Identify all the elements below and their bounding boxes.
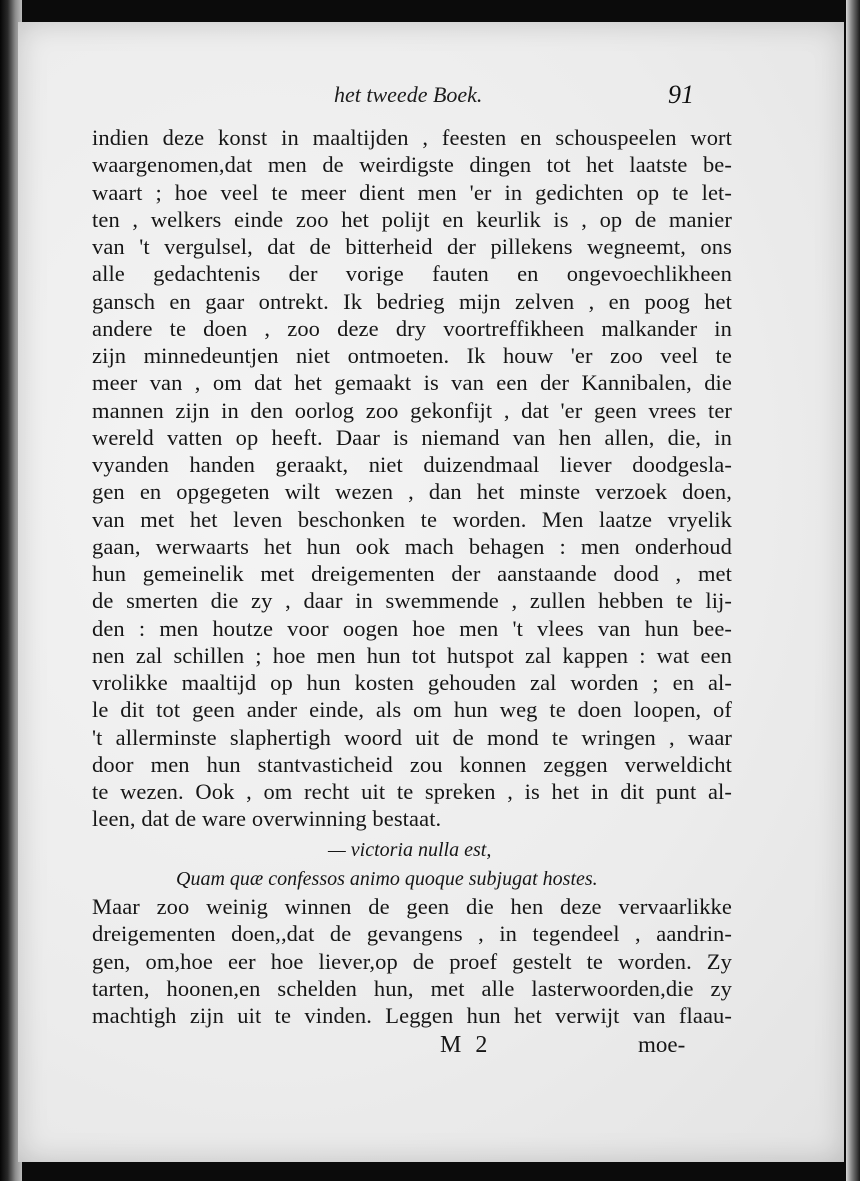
catchword: moe-: [638, 1032, 686, 1057]
text-line: door men hun stantvasticheid zou konnen zeggen verweldicht: [92, 751, 732, 777]
text-line: le dit tot geen ander einde, als om hun weg te doen loopen, of: [92, 697, 732, 723]
text-line: hun gemeinelik met dreigementen der aanstaande dood , met: [92, 561, 732, 586]
text-line: 't allerminste slaphertigh woord uit de mond te wringen , waar: [92, 724, 732, 750]
text-line: gen en opgegeten wilt wezen , dan het minste verzoek doen,: [92, 479, 732, 505]
text-line: meer van , om dat het gemaakt is van een der Kannibalen, die: [92, 370, 732, 396]
text-line: tarten, hoonen,en schelden hun, met alle lasterwoorden,die zy: [92, 975, 732, 1001]
text-line: te wezen. Ook , om recht uit te spreken , is het in dit punt al-: [92, 779, 732, 804]
latin-quotation: [92, 836, 732, 894]
text-line: van met het leven beschonken te worden. Men laatze vryelik: [92, 506, 732, 532]
text-line: machtigh zijn uit te vinden. Leggen hun het verwijt van flaau-: [92, 1003, 732, 1028]
text-line: mannen zijn in den oorlog zoo gekonfijt , dat 'er geen vrees ter: [92, 397, 732, 423]
text-line: waart ; hoe veel te meer dient men 'er in gedichten op te let-: [92, 179, 732, 205]
text-line: wereld vatten op heeft. Daar is niemand van hen allen, die, in: [92, 424, 732, 450]
text-line: andere te doen , zoo deze dry voortreffikheen malkander in: [92, 315, 732, 341]
body-text-part-2: [92, 893, 732, 1029]
page-number: 91: [668, 80, 694, 109]
body-text-part-1: [92, 124, 732, 833]
text-line: zijn minnedeuntjen niet ontmoeten. Ik houw 'er zoo veel te: [92, 343, 732, 368]
text-line: nen zal schillen ; hoe men hun tot hutspot zal kappen : wat een: [92, 642, 732, 668]
text-line: gansch en gaar ontrekt. Ik bedrieg mijn zelven , en poog het: [92, 288, 732, 314]
text-line: den : men houtze voor oogen hoe men 't vlees van hun bee-: [92, 615, 732, 641]
text-line: gen, om,hoe eer hoe liever,op de proef gestelt te worden. Zy: [92, 948, 732, 974]
text-line: alle gedachtenis der vorige fauten en ongevoechlikheen: [92, 261, 732, 287]
text-line: vrolikke maaltijd op hun kosten gehouden zal worden ; en al-: [92, 670, 732, 695]
text-line: ten , welkers einde zoo het polijt en keurlik is , op de manier: [92, 206, 732, 232]
book-page: [18, 22, 844, 1162]
text-line: leen, dat de ware overwinning bestaat.: [92, 806, 442, 832]
text-line: van 't vergulsel, dat de bitterheid der pillekens wegneemt, ons: [92, 234, 732, 259]
text-line: waargenomen,dat men de weirdigste dingen tot het laatste be-: [92, 152, 732, 178]
quote-line: — victoria nulla est,: [328, 839, 492, 861]
text-line: de smerten die zy , daar in swemmende , zullen hebben te lij-: [92, 588, 732, 614]
text-line: vyanden handen geraakt, niet duizendmaal liever doodgesla-: [92, 452, 732, 477]
text-line: gaan, werwaarts het hun ook mach behagen : men onderhoud: [92, 533, 732, 559]
text-line: dreigementen doen,,dat de gevangens , in tegendeel , aandrin-: [92, 921, 732, 947]
text-line: Maar zoo weinig winnen de geen die hen deze vervaarlikke: [92, 894, 732, 919]
signature-mark: M 2: [440, 1032, 492, 1058]
running-head: het tweede Boek.: [334, 82, 483, 107]
book-edge-right: [846, 0, 860, 1181]
quote-line: Quam quæ confessos animo quoque subjugat hostes.: [176, 868, 598, 890]
text-line: indien deze konst in maaltijden , feesten en schouspeelen wort: [92, 125, 732, 150]
